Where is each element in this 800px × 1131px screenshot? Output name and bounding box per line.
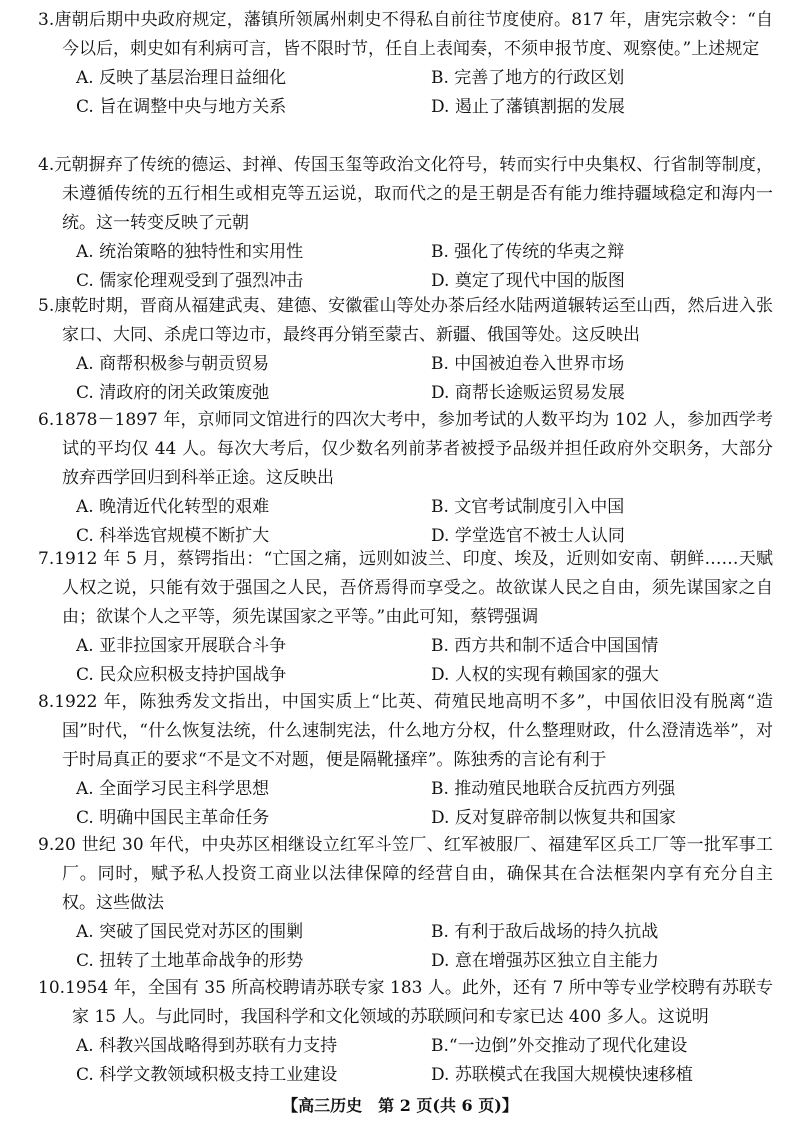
question-stem	[38, 6, 773, 64]
question-number: 8.	[38, 692, 55, 712]
options	[38, 918, 773, 976]
page-footer: 【高三历史 第 2 页(共 6 页)】	[282, 1096, 518, 1115]
option-c: C. 儒家伦理观受到了强烈冲击	[76, 271, 304, 291]
question-stem	[38, 831, 773, 918]
question-4	[38, 151, 773, 296]
option-b: B.“一边倒”外交推动了现代化建设	[431, 1036, 688, 1056]
option-d: D. 人权的实现有赖国家的强大	[431, 665, 659, 685]
option-b: B. 有利于敌后战场的持久抗战	[431, 922, 659, 942]
question-number: 6.	[38, 410, 55, 430]
options	[38, 1032, 773, 1090]
option-d: D. 学堂选官不被士人认同	[431, 526, 625, 546]
option-b: B. 强化了传统的华夷之辩	[431, 242, 625, 262]
question-number: 4.	[38, 155, 55, 175]
option-d: D. 意在增强苏区独立自主能力	[431, 951, 659, 971]
question-9	[38, 831, 773, 976]
question-text: 1878－1897 年，京师同文馆进行的四次大考中，参加考试的人数平均为 102 人，参加西学考试的平均仅 44 人。每次大考后，仅少数名列前茅者被授予品级并担任政府外交职务，大部分放弃西学回归到科举正途。这反映出	[54, 410, 773, 488]
option-a: A. 统治策略的独特性和实用性	[76, 242, 304, 262]
option-a: A. 反映了基层治理日益细化	[76, 68, 287, 88]
options	[38, 632, 773, 690]
question-stem	[38, 151, 773, 238]
question-text: 20 世纪 30 年代，中央苏区相继设立红军斗笠厂、红军被服厂、福建军区兵工厂等一批军事工厂。同时，赋予私人投资工商业以法律保障的经营自由，确保其在合法框架内享有充分自主权。这些做法	[54, 835, 773, 913]
options	[38, 775, 773, 833]
question-7	[38, 545, 773, 690]
option-c: C. 民众应积极支持护国战争	[76, 665, 287, 685]
option-d: D. 苏联模式在我国大规模快速移植	[431, 1065, 693, 1085]
question-number: 5.	[38, 296, 55, 316]
option-c: C. 明确中国民主革命任务	[76, 808, 270, 828]
question-text: 康乾时期，晋商从福建武夷、建德、安徽霍山等处办茶后经水陆两道辗转运至山西，然后进入张家口、大同、杀虎口等边市，最终再分销至蒙古、新疆、俄国等处。这反映出	[54, 296, 773, 345]
option-a: A. 晚清近代化转型的艰难	[76, 497, 270, 517]
question-text: 1922 年，陈独秀发文指出，中国实质上“比英、荷殖民地高明不多”，中国依旧没有脱离“造国”时代，“什么恢复法统，什么速制宪法，什么地方分权，什么整理财政，什么澄清选举”，对于时局真正的要求“不是文不对题，便是隔靴搔痒”。陈独秀的言论有利于	[54, 692, 773, 770]
options	[38, 64, 773, 122]
question-5	[38, 292, 773, 408]
question-stem	[38, 292, 773, 350]
option-a: A. 亚非拉国家开展联合斗争	[76, 636, 287, 656]
option-b: B. 中国被迫卷入世界市场	[431, 354, 625, 374]
option-c: C. 扭转了土地革命战争的形势	[76, 951, 304, 971]
question-8	[38, 688, 773, 833]
option-d: D. 奠定了现代中国的版图	[431, 271, 625, 291]
option-c: C. 科学文教领域积极支持工业建设	[76, 1065, 338, 1085]
option-d: D. 商帮长途贩运贸易发展	[431, 383, 625, 403]
question-number: 10.	[38, 978, 66, 998]
question-10	[38, 974, 773, 1090]
options	[38, 350, 773, 408]
option-b: B. 文官考试制度引入中国	[431, 497, 625, 517]
option-d: D. 反对复辟帝制以恢复共和国家	[431, 808, 676, 828]
option-b: B. 推动殖民地联合反抗西方列强	[431, 779, 676, 799]
options	[38, 493, 773, 551]
option-a: A. 全面学习民主科学思想	[76, 779, 270, 799]
question-3	[38, 6, 773, 122]
question-6	[38, 406, 773, 551]
question-text: 唐朝后期中央政府规定，藩镇所领属州刺史不得私自前往节度使府。817 年，唐宪宗敕令：“自今以后，刺史如有利病可言，皆不限时节，任自上表闻奏，不须申报节度、观察使。”上述规定	[54, 10, 773, 59]
question-text: 1954 年，全国有 35 所高校聘请苏联专家 183 人。此外，还有 7 所中等专业学校聘有苏联专家 15 人。与此同时，我国科学和文化领域的苏联顾问和专家已达 400 多人。这说明	[65, 978, 773, 1027]
question-stem	[38, 974, 773, 1032]
question-number: 9.	[38, 835, 55, 855]
option-c: C. 旨在调整中央与地方关系	[76, 97, 287, 117]
question-stem	[38, 406, 773, 493]
options	[38, 238, 773, 296]
option-c: C. 科举选官规模不断扩大	[76, 526, 270, 546]
question-number: 7.	[38, 549, 55, 569]
option-a: A. 突破了国民党对苏区的围剿	[76, 922, 304, 942]
option-b: B. 西方共和制不适合中国国情	[431, 636, 659, 656]
question-stem	[38, 688, 773, 775]
option-c: C. 清政府的闭关政策废弛	[76, 383, 270, 403]
option-a: A. 商帮积极参与朝贡贸易	[76, 354, 270, 374]
option-d: D. 遏止了藩镇割据的发展	[431, 97, 625, 117]
option-a: A. 科教兴国战略得到苏联有力支持	[76, 1036, 338, 1056]
option-b: B. 完善了地方的行政区划	[431, 68, 625, 88]
question-stem	[38, 545, 773, 632]
question-text: 元朝摒弃了传统的德运、封禅、传国玉玺等政治文化符号，转而实行中央集权、行省制等制度，未遵循传统的五行相生或相克等五运说，取而代之的是王朝是否有能力维持疆域稳定和海内一统。这一转变反映了元朝	[54, 155, 773, 233]
question-number: 3.	[38, 10, 55, 30]
question-text: 1912 年 5 月，蔡锷指出：“亡国之痛，远则如波兰、印度、埃及，近则如安南、朝鲜……天赋人权之说，只能有效于强国之人民，吾侪焉得而享受之。故欲谋人民之自由，须先谋国家之自由；欲谋个人之平等，须先谋国家之平等。”由此可知，蔡锷强调	[54, 549, 773, 627]
